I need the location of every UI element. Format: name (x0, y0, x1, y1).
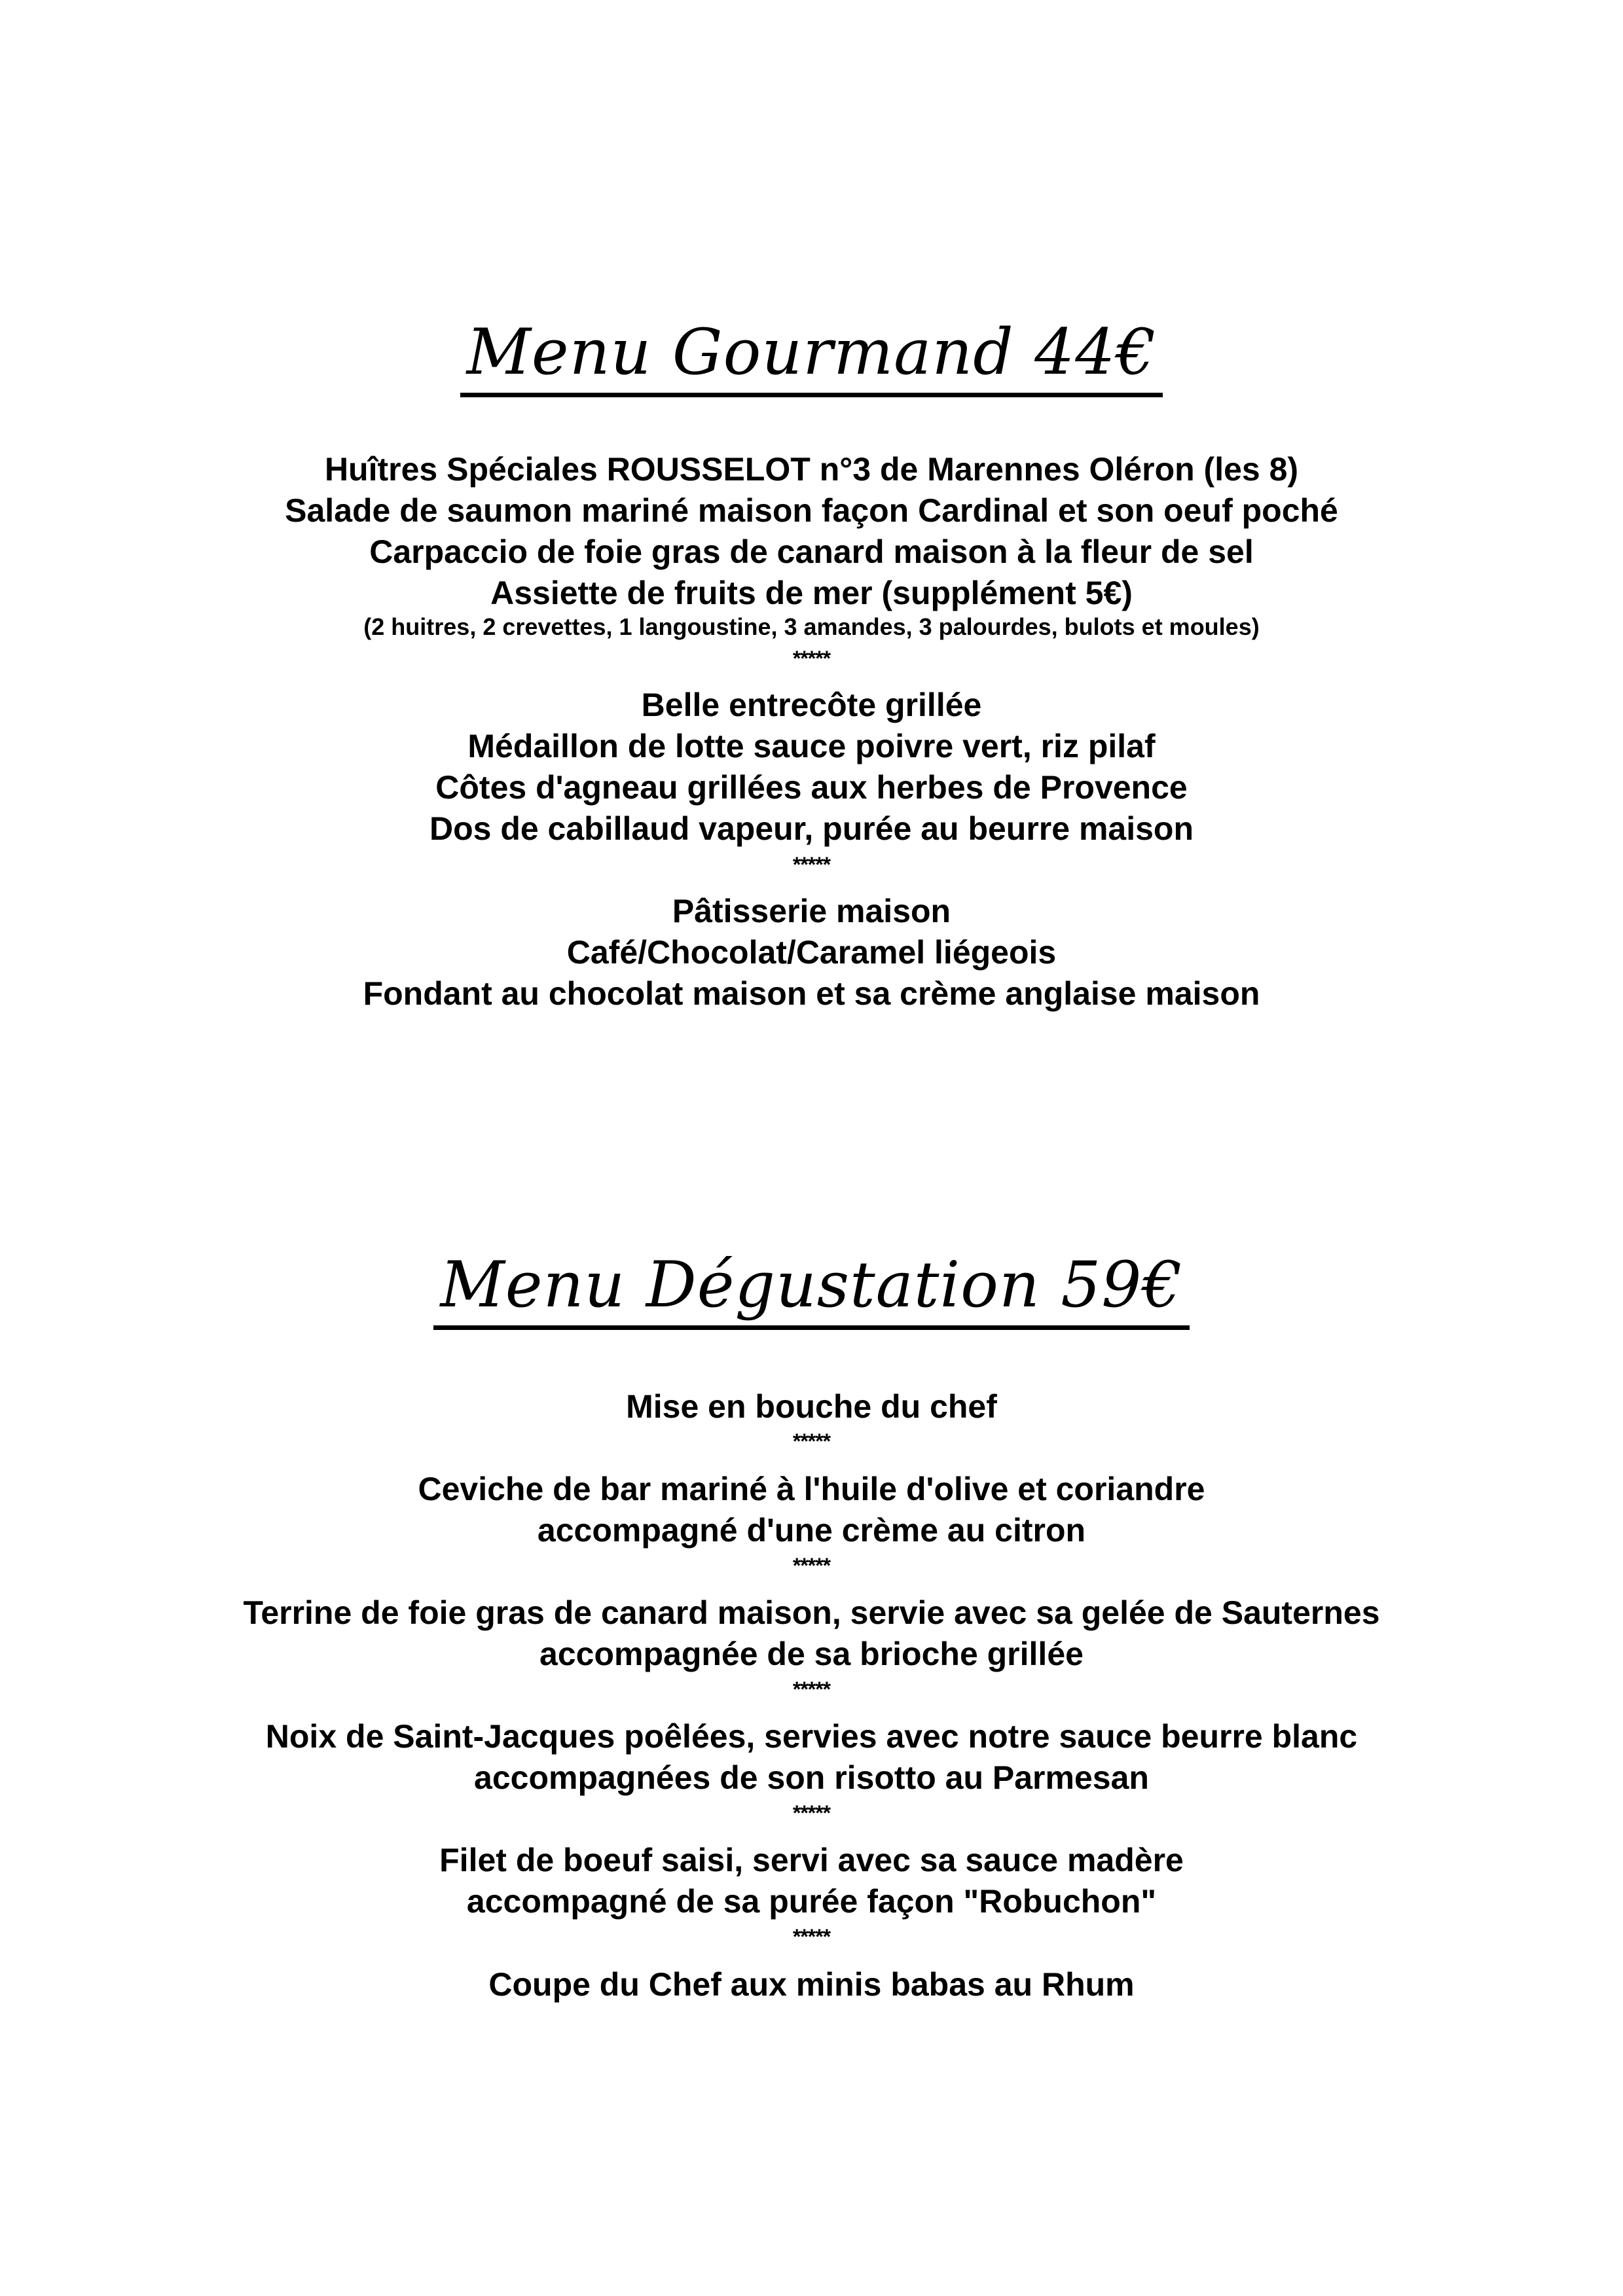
course-separator: ***** (792, 853, 831, 876)
menu-item: Coupe du Chef aux minis babas au Rhum (488, 1966, 1135, 2003)
menu-item: accompagnées de son risotto au Parmesan (474, 1759, 1149, 1796)
menu-item: Salade de saumon mariné maison façon Cardinal et son oeuf poché (285, 492, 1338, 529)
menu-item: Noix de Saint-Jacques poêlées, servies avec notre sauce beurre blanc (265, 1718, 1358, 1755)
menu-item: Fondant au chocolat maison et sa crème anglaise maison (363, 975, 1260, 1012)
menu-item: Huîtres Spéciales ROUSSELOT n°3 de Marennes Oléron (les 8) (324, 451, 1299, 488)
menu-item: accompagné d'une crème au citron (537, 1512, 1086, 1549)
menu-item: Ceviche de bar mariné à l'huile d'olive et coriandre (418, 1471, 1205, 1507)
menu-item: Mise en bouche du chef (626, 1388, 997, 1425)
menu-item: accompagné de sa purée façon "Robuchon" (466, 1883, 1157, 1920)
menu-item: Terrine de foie gras de canard maison, servie avec sa gelée de Sauternes (243, 1594, 1380, 1631)
course-separator: ***** (792, 1429, 831, 1453)
course-separator: ***** (792, 1925, 831, 1948)
menu-item: Assiette de fruits de mer (supplément 5€) (490, 575, 1133, 611)
course-separator: ***** (792, 1801, 831, 1825)
menu-item: Carpaccio de foie gras de canard maison à la fleur de sel (369, 533, 1254, 570)
menu-item: Café/Chocolat/Caramel liégeois (566, 934, 1057, 971)
course-separator: ***** (792, 647, 831, 670)
menu-item: Belle entrecôte grillée (641, 687, 982, 723)
menu-gourmand-title-wrap (0, 315, 1623, 397)
course-separator: ***** (792, 1554, 831, 1577)
course-separator: ***** (792, 1677, 831, 1701)
menu-gourmand-title: Menu Gourmand 44€ (460, 321, 1163, 397)
menu-item-detail: (2 huitres, 2 crevettes, 1 langoustine, 3 amandes, 3 palourdes, bulots et moules) (363, 613, 1260, 640)
menu-item: Filet de boeuf saisi, servi avec sa sauce madère (439, 1842, 1184, 1878)
menu-item: Pâtisserie maison (672, 893, 951, 929)
menu-item: Médaillon de lotte sauce poivre vert, riz pilaf (467, 728, 1156, 764)
menu-degustation-title-wrap (0, 1248, 1623, 1330)
menu-item: Côtes d'agneau grillées aux herbes de Provence (435, 769, 1188, 806)
menu-degustation-title: Menu Dégustation 59€ (433, 1253, 1189, 1330)
menu-item: accompagnée de sa brioche grillée (539, 1636, 1084, 1672)
menu-item: Dos de cabillaud vapeur, purée au beurre maison (429, 810, 1194, 847)
